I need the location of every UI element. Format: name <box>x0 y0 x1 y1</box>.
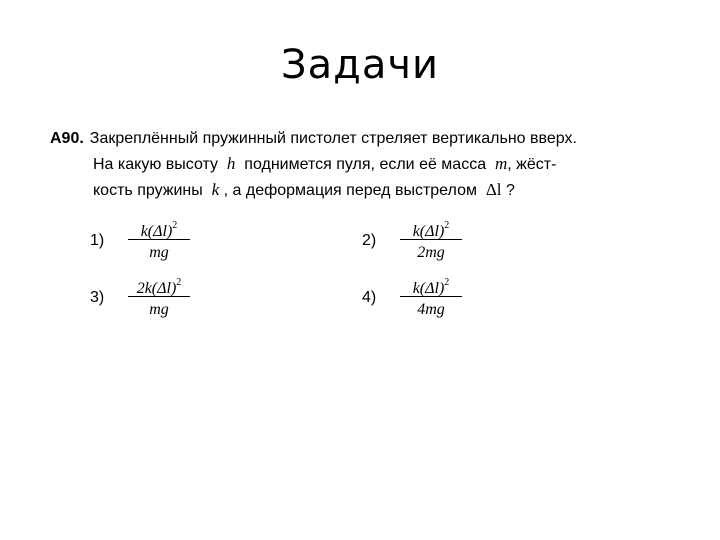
answer-fraction <box>400 214 462 264</box>
problem-text-line-3a: кость пружины <box>93 182 203 199</box>
problem-text-line-3c: ? <box>505 182 515 199</box>
answer-fraction <box>400 271 462 321</box>
problem-number: А90. <box>50 130 84 147</box>
answer-fraction <box>128 214 190 264</box>
problem-line-2 <box>93 153 556 176</box>
problem-line-3 <box>93 179 515 202</box>
variable-delta-l: Δl <box>485 180 502 199</box>
fraction-numerator: $2k(\Delta l)^2$ <box>136 277 182 297</box>
answer-label: 1) <box>90 232 105 249</box>
answer-label: 4) <box>362 289 377 306</box>
fraction-numerator: $k(\Delta l)^2$ <box>412 220 450 240</box>
answer-fraction <box>128 271 190 321</box>
fraction-denominator: mg <box>149 244 169 261</box>
slide-title: Задачи <box>281 42 439 88</box>
variable-h: h <box>226 154 236 173</box>
variable-m: m <box>495 154 508 173</box>
variable-k: k <box>211 180 220 199</box>
answer-label: 3) <box>90 289 105 306</box>
problem-text-line-2a: На какую высоту <box>93 156 219 173</box>
problem-text-line-2b: поднимется пуля, если её масса <box>244 156 487 173</box>
fraction-denominator: 4mg <box>417 301 445 318</box>
fraction-numerator: $k(\Delta l)^2$ <box>140 220 178 240</box>
fraction-denominator: 2mg <box>417 244 445 261</box>
problem-text-line-2c: , жёст- <box>507 156 557 173</box>
problem-text-line-3b: , а деформация перед выстрелом <box>223 182 477 199</box>
fraction-numerator: $k(\Delta l)^2$ <box>412 277 450 297</box>
answer-label: 2) <box>362 232 377 249</box>
problem-text-line-1: Закреплённый пружинный пистолет стреляет вертикально вверх. <box>89 130 577 147</box>
fraction-denominator: mg <box>149 301 169 318</box>
problem-line-1 <box>50 128 577 150</box>
